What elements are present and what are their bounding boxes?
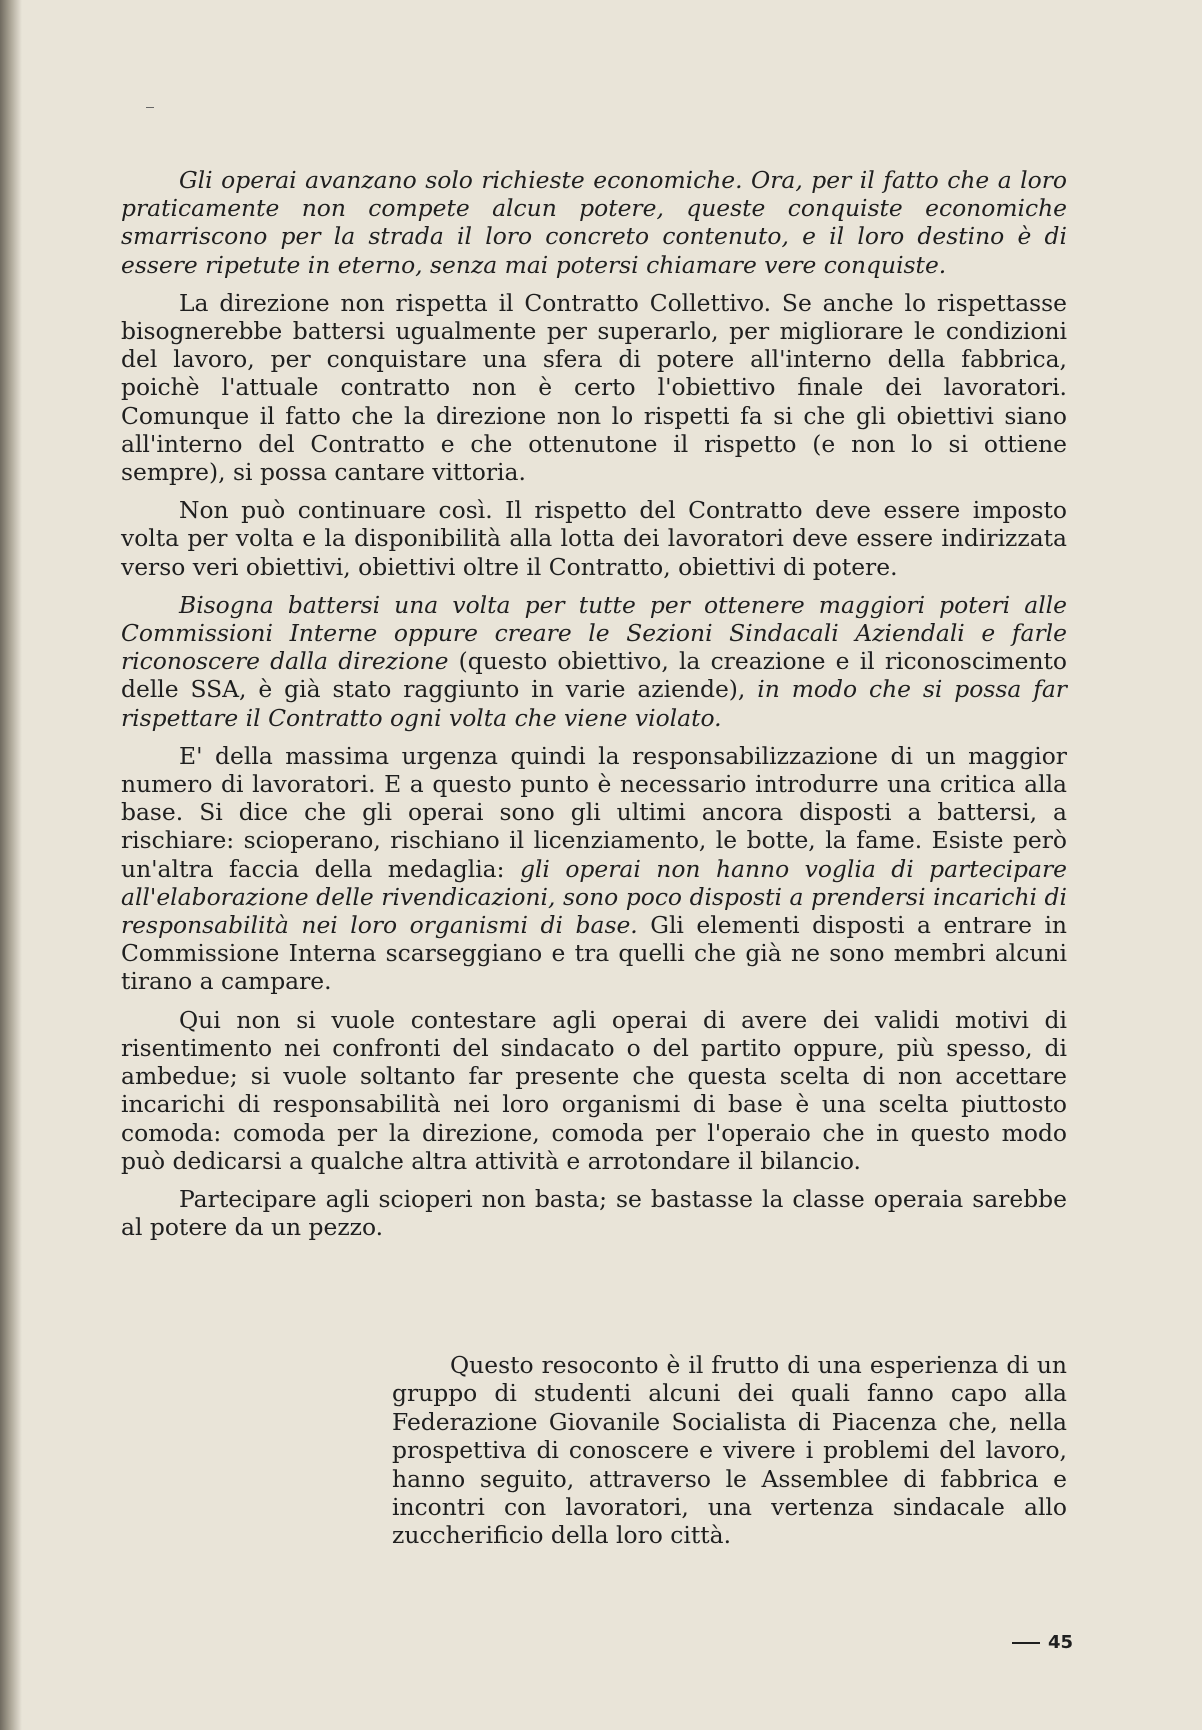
page-number-dash [1012, 1642, 1040, 1644]
paragraph-4-segment-3: in modo che si possa far rispettare il Contratto ogni volta che viene violato. [121, 675, 1067, 732]
paragraph-6-segment-1: Qui non si vuole contestare agli operai di avere dei validi motivi di risentimento nei confronti del sindacato o del partito oppure, più spesso, di ambedue; si vuole soltanto far presente che questa scelta di non accettare incarichi di responsabilità nei loro organismi di base è una scelta piuttosto comoda: comoda per la direzione, comoda per l'operaio che in questo modo può dedicarsi a qualche altra attività e arrotondare il bilancio. [121, 1005, 1067, 1175]
print-mark [146, 107, 154, 108]
paragraph-3-segment-1: Non può continuare così. Il rispetto del Contratto deve essere imposto volta per volta e la disponibilità alla lotta dei lavoratori deve essere indirizzata verso veri obiettivi, obiettivi oltre il Contratto, obiettivi di potere. [121, 496, 1067, 581]
paragraph-4 [121, 591, 1067, 732]
paragraph-2-segment-1: La direzione non rispetta il Contratto Collettivo. Se anche lo rispettasse bisognerebbe battersi ugualmente per superarlo, per migliorare le condizioni del lavoro, per conquistare una sfera di potere all'interno della fabbrica, poichè l'attuale contratto non è certo l'obiettivo finale dei lavoratori. Comunque il fatto che la direzione non lo rispetti fa si che gli obiettivi siano all'interno del Contratto e che ottenutone il rispetto (e non lo si ottiene sempre), si possa cantare vittoria. [121, 288, 1067, 487]
page-number [1012, 1632, 1073, 1653]
paragraph-5-segment-1: E' della massima urgenza quindi la responsabilizzazione di un maggior numero di lavoratori. E a questo punto è necessario introdurre una critica alla base. Si dice che gli operai sono gli ultimi ancora disposti a battersi, a rischiare: scioperano, rischiano il licenziamento, le botte, la fame. Esiste però un'altra faccia della medaglia: [121, 741, 1067, 883]
paragraph-5-segment-3: Gli elementi disposti a entrare in Commissione Interna scarseggiano e tra quelli che già ne sono membri alcuni tirano a campare. [121, 911, 1067, 996]
paragraph-7-segment-1: Partecipare agli scioperi non basta; se bastasse la classe operaia sarebbe al potere da un pezzo. [121, 1184, 1067, 1242]
paragraph-6 [121, 1006, 1067, 1175]
paragraph-7 [121, 1185, 1067, 1241]
paragraph-4-segment-2: (questo obiettivo, la creazione e il riconoscimento delle SSA, è già stato raggiunto in varie aziende), [121, 647, 1067, 704]
paragraph-5-segment-2: gli operai non hanno voglia di partecipare all'elaborazione delle rivendicazioni, sono poco disposti a prendersi incarichi di responsabilità nei loro organismi di base. [121, 854, 1067, 940]
paragraph-4-segment-1: Bisogna battersi una volta per tutte per ottenere maggiori poteri alle Commissioni Interne oppure creare le Sezioni Sindacali Aziendali e farle riconoscere dalla direzione [121, 590, 1067, 676]
paragraph-1-segment-1: Gli operai avanzano solo richieste economiche. Ora, per il fatto che a loro praticamente non compete alcun potere, queste conquiste economiche smarriscono per la strada il loro concreto contenuto, e il loro destino è di essere ripetute in eterno, senza mai potersi chiamare vere conquiste. [121, 166, 1067, 279]
paragraph-1 [121, 166, 1067, 279]
paragraph-3 [121, 496, 1067, 581]
body-text [121, 166, 1067, 1251]
paragraph-5 [121, 742, 1067, 996]
page-number-value: 45 [1048, 1632, 1074, 1653]
closing-note: Questo resoconto è il frutto di una esperienza di un gruppo di studenti alcuni dei quali fanno capo alla Federazione Giovanile Socialista di Piacenza che, nella prospettiva di conoscere e vivere i problemi del lavoro, hanno seguito, attraverso le Assemblee di fabbrica e incontri con lavoratori, una vertenza sindacale allo zuccherificio della loro città. [392, 1351, 1067, 1550]
paragraph-2 [121, 289, 1067, 486]
binding-shadow [0, 0, 22, 1730]
